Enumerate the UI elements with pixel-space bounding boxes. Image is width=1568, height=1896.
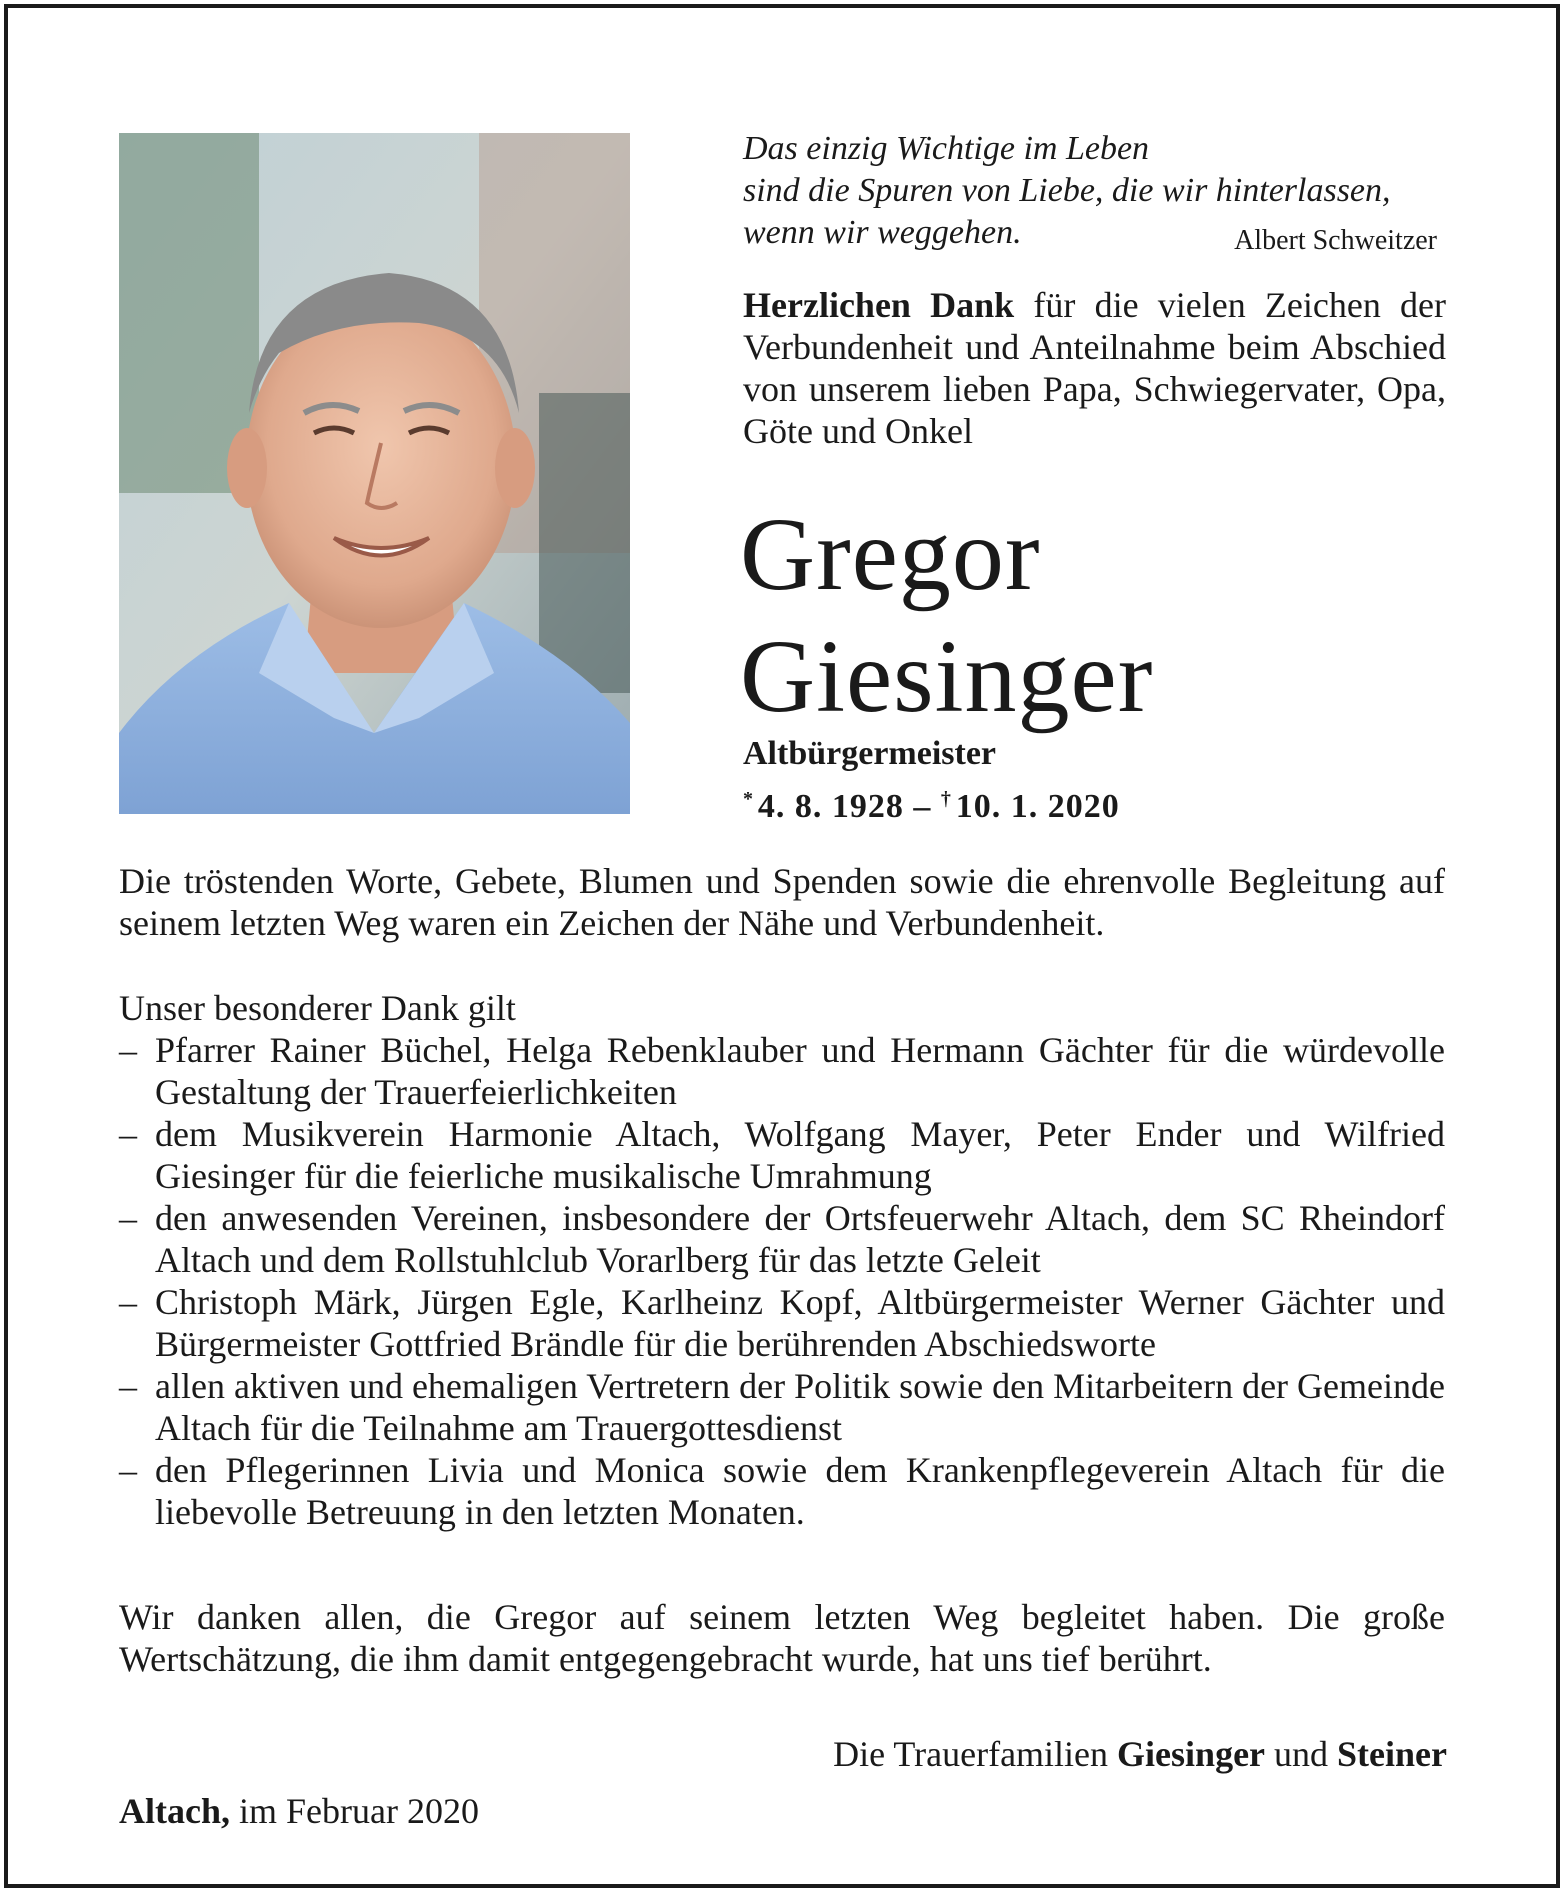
- date: im Februar 2020: [239, 1791, 479, 1831]
- list-item-text: allen aktiven und ehemaligen Vertretern der Politik sowie den Mitarbeitern der Gemeinde Altach für die Teilnahme am Trauergottesdienst: [155, 1366, 1445, 1448]
- family-name-2: Steiner: [1337, 1734, 1447, 1774]
- signature-conj: und: [1274, 1734, 1329, 1774]
- life-dates: [743, 778, 1120, 828]
- list-item-text: Pfarrer Rainer Büchel, Helga Rebenklauber und Hermann Gächter für die würdevolle Gestaltung der Trauerfeierlichkeiten: [155, 1030, 1445, 1112]
- thanks-bold: Herzlichen Dank: [743, 285, 1015, 325]
- list-dash: –: [119, 1114, 137, 1154]
- list-item: [119, 1281, 1445, 1365]
- first-name: Gregor: [740, 497, 1041, 612]
- list-dash: –: [119, 1282, 137, 1322]
- quote-line: wenn wir weggehen.: [743, 214, 1022, 251]
- list-item-text: den Pflegerinnen Livia und Monica sowie dem Krankenpflegeverein Altach für die liebevolle Betreuung in den letzten Monaten.: [155, 1450, 1445, 1532]
- paragraph-special-thanks: Unser besonderer Dank gilt: [119, 988, 516, 1028]
- list-item: [119, 1365, 1445, 1449]
- list-item-text: Christoph Märk, Jürgen Egle, Karlheinz Kopf, Altbürgermeister Werner Gächter und Bürgermeister Gottfried Brändle für die berührenden Abschiedsworte: [155, 1282, 1445, 1364]
- thanks-list: [119, 1029, 1445, 1533]
- date-separator: –: [913, 788, 932, 825]
- place: Altach,: [119, 1791, 230, 1831]
- list-dash: –: [119, 1366, 137, 1406]
- family-name-1: Giesinger: [1117, 1734, 1266, 1774]
- deceased-title: Altbürgermeister: [743, 735, 997, 772]
- last-name: Giesinger: [740, 619, 1154, 734]
- paragraph-condolences: Die tröstenden Worte, Gebete, Blumen und Spenden sowie die ehrenvolle Begleitung auf seinem letzten Weg waren ein Zeichen der Nähe und Verbundenheit.: [119, 861, 1445, 943]
- deceased-name: [740, 494, 1460, 738]
- signature: [833, 1733, 1447, 1775]
- list-item: [119, 1113, 1445, 1197]
- quote-block: [743, 128, 1443, 254]
- paragraph-closing: Wir danken allen, die Gregor auf seinem letzten Weg begleitet haben. Die große Wertschätzung, die ihm damit entgegengebracht wurde, hat uns tief berührt.: [119, 1597, 1445, 1679]
- list-item-text: den anwesenden Vereinen, insbesondere der Ortsfeuerwehr Altach, dem SC Rheindorf Altach und dem Rollstuhlclub Vorarlberg für das letzte Geleit: [155, 1198, 1445, 1280]
- list-dash: –: [119, 1198, 137, 1238]
- portrait-photo: [119, 133, 630, 814]
- birth-symbol: *: [743, 788, 754, 810]
- portrait-illustration: [119, 133, 630, 814]
- death-symbol: †: [940, 788, 952, 810]
- quote-line: Das einzig Wichtige im Leben: [743, 130, 1150, 167]
- quote-author: Albert Schweitzer: [1234, 225, 1437, 256]
- list-item: [119, 1197, 1445, 1281]
- death-date: 10. 1. 2020: [955, 788, 1120, 825]
- signature-prefix: Die Trauerfamilien: [833, 1734, 1109, 1774]
- thanks-intro: [743, 284, 1446, 452]
- list-dash: –: [119, 1030, 137, 1070]
- list-item: [119, 1449, 1445, 1533]
- quote-line: sind die Spuren von Liebe, die wir hinterlassen,: [743, 172, 1391, 209]
- list-item-text: dem Musikverein Harmonie Altach, Wolfgang Mayer, Peter Ender und Wilfried Giesinger für die feierliche musikalische Umrahmung: [155, 1114, 1445, 1196]
- birth-date: 4. 8. 1928: [757, 788, 904, 825]
- place-date: [119, 1790, 479, 1832]
- thanks-text: für die vielen Zeichen der Verbundenheit und Anteilnahme beim Abschied von unserem lieben Papa, Schwiegervater, Opa, Göte und Onkel: [743, 285, 1447, 451]
- list-dash: –: [119, 1450, 137, 1490]
- list-item: [119, 1029, 1445, 1113]
